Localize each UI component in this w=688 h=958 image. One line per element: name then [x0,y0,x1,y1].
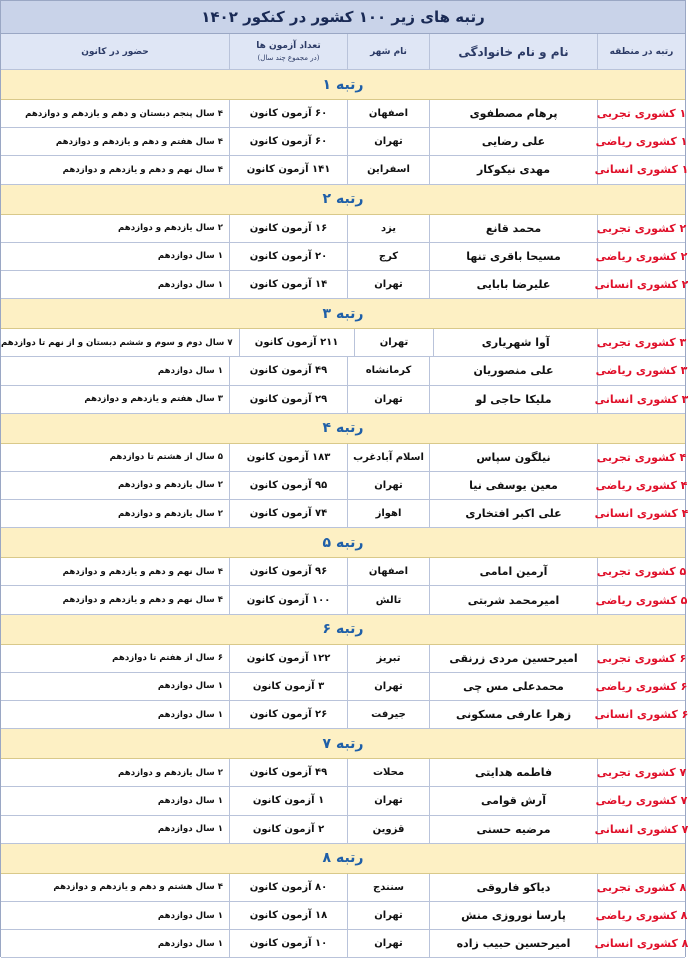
presence-cell: ۴ سال هفتم و دهم و یازدهم و دوازدهم [55,136,223,147]
name-cell: پارسا نوروزی منش [429,902,597,929]
rank-group-header: رتبه ۱ [1,70,685,100]
city-cell: قزوین [347,816,429,843]
name-cell: زهرا عارفی مسکونی [429,701,597,728]
region-cell: ۷ کشوری تجربی [597,759,685,786]
region-cell: ۵ کشوری ریاضی [597,586,685,613]
exam-count-cell: ۴۹ آزمون کانون [229,759,347,786]
region-cell: ۳ کشوری تجربی [597,329,685,356]
exam-count-cell: ۱۲۲ آزمون کانون [229,645,347,672]
presence-cell: ۱ سال دوازدهم [157,251,223,262]
city-cell: اسلام آبادغرب [347,444,429,471]
exam-count-cell: ۱۸۳ آزمون کانون [229,444,347,471]
table-row [1,500,688,528]
region-cell: ۱ کشوری تجربی [597,100,685,127]
header-count-label: تعداد آزمون ها [256,40,321,51]
city-cell: تهران [347,902,429,929]
exam-count-cell: ۱۸ آزمون کانون [229,902,347,929]
table-row [1,271,688,299]
name-cell: علی منصوریان [429,357,597,384]
exam-count-cell: ۲۰ آزمون کانون [229,243,347,270]
name-cell: علی اکبر افتخاری [429,500,597,527]
name-cell: امیرحسین حبیب زاده [429,930,597,957]
name-cell: ملیکا حاجی لو [429,386,597,413]
presence-cell: ۱ سال دوازدهم [157,709,223,720]
exam-count-cell: ۳ آزمون کانون [229,673,347,700]
exam-count-cell: ۶۰ آزمون کانون [229,100,347,127]
city-cell: تهران [347,386,429,413]
table-row [1,586,688,614]
exam-count-cell: ۸۰ آزمون کانون [229,874,347,901]
table-row [1,816,688,844]
region-cell: ۳ کشوری ریاضی [597,357,685,384]
presence-cell: ۱ سال دوازدهم [157,795,223,806]
city-cell: کرمانشاه [347,357,429,384]
table-body [1,70,688,958]
table-row [1,243,688,271]
table-row [1,902,688,930]
region-cell: ۴ کشوری انسانی [597,500,685,527]
city-cell: تهران [347,128,429,155]
region-cell: ۲ کشوری انسانی [597,271,685,298]
page-title: رتبه های زیر ۱۰۰ کشور در کنکور ۱۴۰۲ [1,1,685,34]
city-cell: اهواز [347,500,429,527]
region-cell: ۸ کشوری تجربی [597,874,685,901]
exam-count-cell: ۲۶ آزمون کانون [229,701,347,728]
presence-cell: ۶ سال از هفتم تا دوازدهم [112,653,223,664]
name-cell: امیرحسین مردی زرنقی [429,645,597,672]
name-cell: محمدعلی مس چی [429,673,597,700]
region-cell: ۶ کشوری انسانی [597,701,685,728]
header-name: نام و نام خانوادگی [429,34,597,69]
presence-cell: ۷ سال دوم و سوم و ششم دبستان و از نهم تا دوازدهم [1,337,233,348]
presence-cell: ۴ سال پنجم دبستان و دهم و یازدهم و دوازدهم [25,108,223,119]
table-row [1,215,685,243]
city-cell: سنندج [347,874,429,901]
city-cell: یزد [347,215,429,242]
city-cell: اسفراین [347,156,429,183]
exam-count-cell: ۹۶ آزمون کانون [229,558,347,585]
region-cell: ۷ کشوری انسانی [597,816,685,843]
exam-count-cell: ۱۴ آزمون کانون [229,271,347,298]
region-cell: ۳ کشوری انسانی [597,386,685,413]
header-count-sub: (در مجموع چند سال) [257,53,320,62]
city-cell: تهران [347,472,429,499]
rank-group-header: رتبه ۷ [1,729,685,759]
city-cell: تهران [347,673,429,700]
name-cell: نیلگون سپاس [429,444,597,471]
presence-cell: ۱ سال دوازدهم [157,365,223,376]
city-cell: اصفهان [347,558,429,585]
city-cell: تهران [354,329,434,356]
table-row [1,759,685,787]
rank-group-header: رتبه ۶ [1,615,685,645]
city-cell: جیرفت [347,701,429,728]
exam-count-cell: ۱۶ آزمون کانون [229,215,347,242]
presence-cell: ۲ سال یازدهم و دوازدهم [118,480,223,491]
name-cell: پرهام مصطفوی [429,100,597,127]
table-row [1,558,685,586]
name-cell: معین یوسفی نیا [429,472,597,499]
region-cell: ۷ کشوری ریاضی [597,787,685,814]
presence-cell: ۲ سال یازدهم و دوازدهم [118,223,223,234]
table-row [1,645,685,673]
city-cell: محلات [347,759,429,786]
table-row [1,156,688,184]
exam-count-cell: ۲ آزمون کانون [229,816,347,843]
name-cell: مسیحا باقری تنها [429,243,597,270]
rank-group-header: رتبه ۵ [1,528,685,558]
table-row [1,787,688,815]
exam-count-cell: ۱۴۱ آزمون کانون [229,156,347,183]
presence-cell: ۱ سال دوازدهم [157,681,223,692]
exam-count-cell: ۱ آزمون کانون [229,787,347,814]
exam-count-cell: ۱۰۰ آزمون کانون [229,586,347,613]
city-cell: تالش [347,586,429,613]
presence-cell: ۴ سال هشتم و دهم و یازدهم و دوازدهم [53,882,223,893]
header-region: رتبه در منطقه [597,34,685,69]
name-cell: فاطمه هدایتی [429,759,597,786]
presence-cell: ۲ سال یازدهم و دوازدهم [118,767,223,778]
header-city: نام شهر [347,34,429,69]
table-row [1,357,688,385]
exam-count-cell: ۲۹ آزمون کانون [229,386,347,413]
name-cell: امیرمحمد شربتی [429,586,597,613]
region-cell: ۵ کشوری تجربی [597,558,685,585]
region-cell: ۱ کشوری انسانی [597,156,685,183]
rank-group-header: رتبه ۳ [1,299,685,329]
table-row [1,472,688,500]
table-row [1,329,685,357]
name-cell: آرش قوامی [429,787,597,814]
table-row [1,874,685,902]
exam-count-cell: ۴۹ آزمون کانون [229,357,347,384]
table-row [1,444,685,472]
table-row [1,701,688,729]
region-cell: ۸ کشوری انسانی [597,930,685,957]
presence-cell: ۴ سال نهم و دهم و یازدهم و دوازدهم [62,566,223,577]
presence-cell: ۱ سال دوازدهم [157,824,223,835]
rank-group-header: رتبه ۸ [1,844,685,874]
exam-count-cell: ۲۱۱ آزمون کانون [239,329,354,356]
rank-group-header: رتبه ۲ [1,185,685,215]
region-cell: ۴ کشوری تجربی [597,444,685,471]
presence-cell: ۱ سال دوازدهم [157,279,223,290]
exam-count-cell: ۱۰ آزمون کانون [229,930,347,957]
presence-cell: ۵ سال از هشتم تا دوازدهم [109,452,223,463]
region-cell: ۴ کشوری ریاضی [597,472,685,499]
name-cell: دیاکو فاروقی [429,874,597,901]
exam-count-cell: ۶۰ آزمون کانون [229,128,347,155]
presence-cell: ۲ سال یازدهم و دوازدهم [118,508,223,519]
region-cell: ۲ کشوری تجربی [597,215,685,242]
presence-cell: ۱ سال دوازدهم [157,938,223,949]
header-presence: حضور در کانون [81,46,149,57]
table-row [1,128,688,156]
name-cell: مرضیه حسنی [429,816,597,843]
name-cell: مهدی نیکوکار [429,156,597,183]
city-cell: اصفهان [347,100,429,127]
presence-cell: ۳ سال هفتم و یازدهم و دوازدهم [84,394,223,405]
table-row [1,930,688,958]
header-count [229,34,347,69]
presence-cell: ۴ سال نهم و دهم و یازدهم و دوازدهم [62,164,223,175]
city-cell: کرج [347,243,429,270]
name-cell: علی رضایی [429,128,597,155]
city-cell: تهران [347,930,429,957]
city-cell: تهران [347,787,429,814]
exam-count-cell: ۷۴ آزمون کانون [229,500,347,527]
name-cell: آوا شهریاری [433,329,597,356]
presence-cell: ۱ سال دوازدهم [157,910,223,921]
exam-count-cell: ۹۵ آزمون کانون [229,472,347,499]
city-cell: تبریز [347,645,429,672]
region-cell: ۶ کشوری ریاضی [597,673,685,700]
rank-group-header: رتبه ۴ [1,414,685,444]
city-cell: تهران [347,271,429,298]
name-cell: محمد قانع [429,215,597,242]
region-cell: ۲ کشوری ریاضی [597,243,685,270]
table-row [1,673,688,701]
name-cell: علیرضا بابایی [429,271,597,298]
table-row [1,386,688,414]
table-row [1,100,685,128]
region-cell: ۸ کشوری ریاضی [597,902,685,929]
name-cell: آرمین امامی [429,558,597,585]
region-cell: ۶ کشوری تجربی [597,645,685,672]
table-header [1,34,685,70]
presence-cell: ۴ سال نهم و دهم و یازدهم و دوازدهم [62,595,223,606]
region-cell: ۱ کشوری ریاضی [597,128,685,155]
